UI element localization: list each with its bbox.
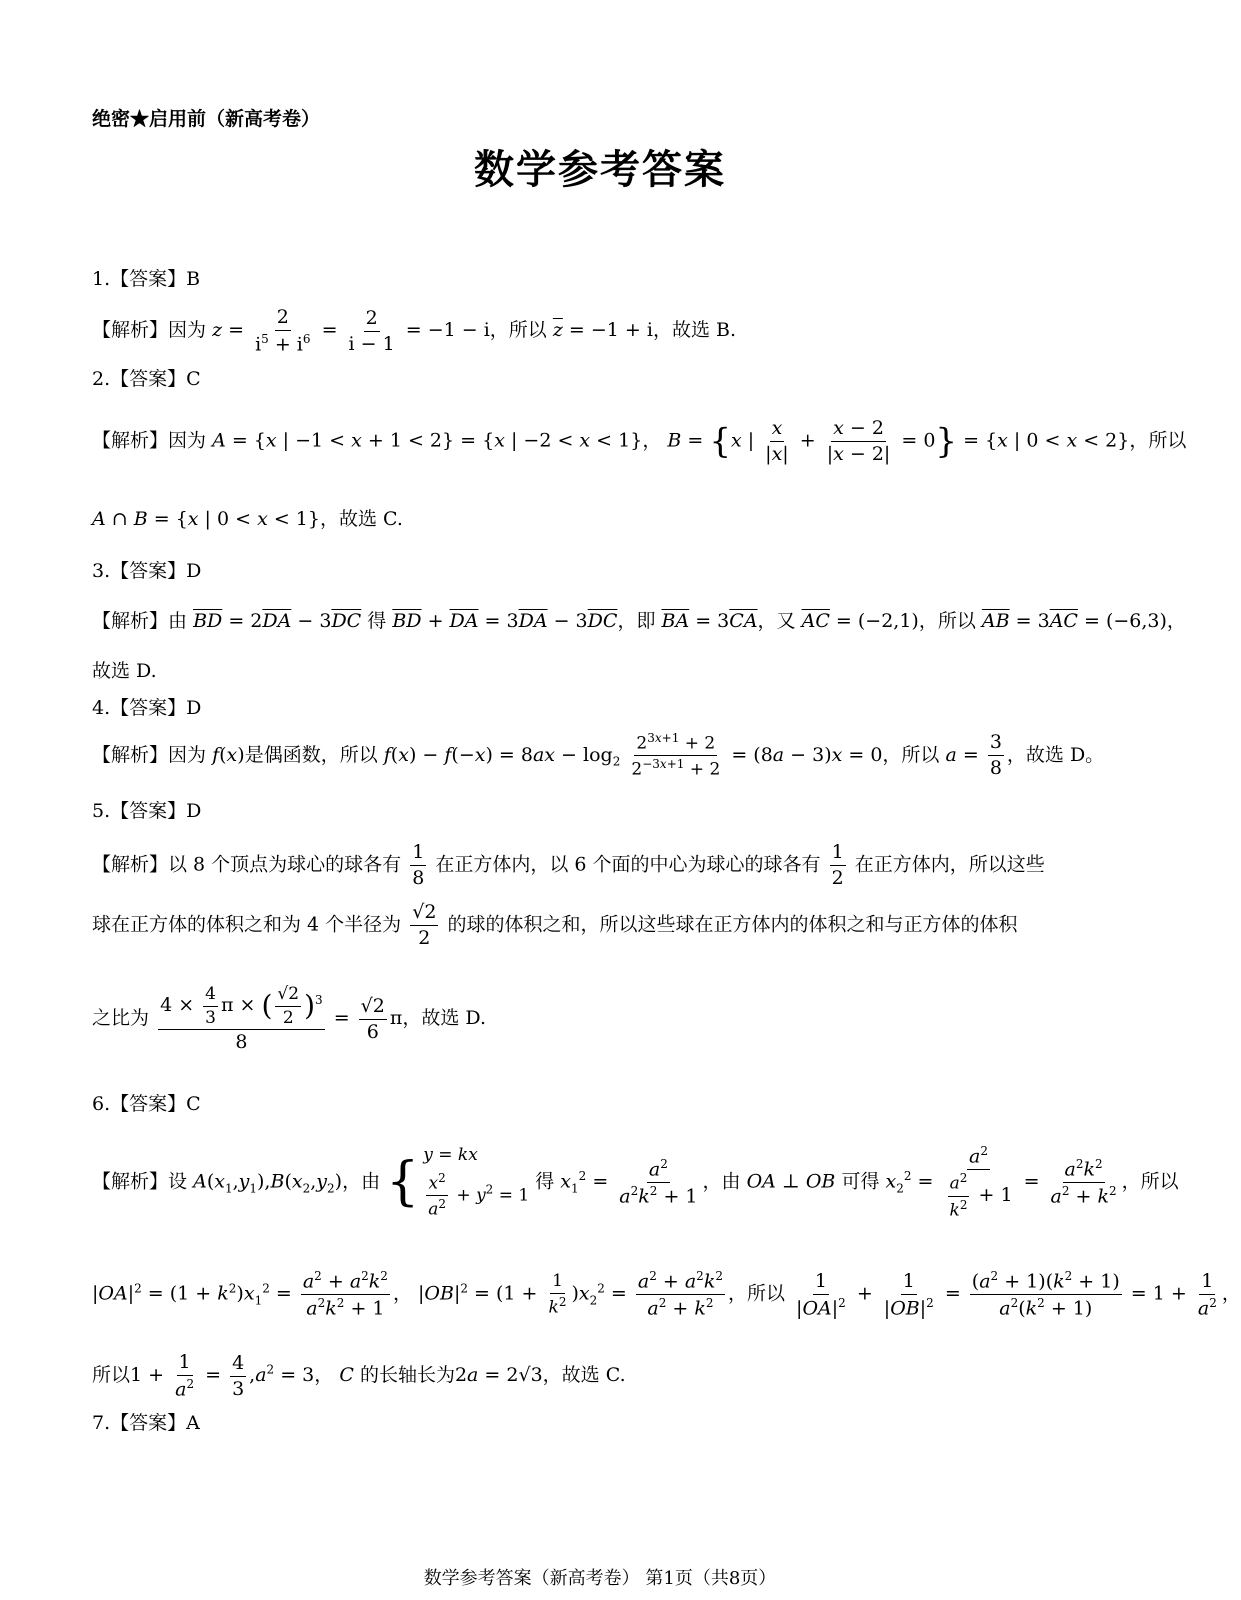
confidential-header: 绝密★启用前（新高考卷）: [92, 108, 321, 130]
q6-solution-line2: $|OA|^2 = (1 + k^2)x_1^2$ = $\frac{a^2 + a^2k^2}{a^2k^2 + 1}$ ， $|OB|^2 = (1$ + $\frac{1}{k^2}$ )$x_2^2$ = $\frac{a^2 + a^2k^2}{a^2 + k^2}$ ，所以 $\frac{1}{|OA|^2}$ + $\frac{1}{|OB|^2}$ = $\frac{(a^2 + 1)(k^2 + 1)}{a^2(k^2 + 1)}$ = 1 + $\frac{1}{a^2}$ ，: [92, 1269, 1241, 1320]
q6-solution-line3: 所以1 + $\frac{1}{a^2}$ = $\frac{4}{3}$ $,a^2 = 3$， C 的长轴长为2a = 2√3，故选 C.: [92, 1351, 626, 1401]
q2-solution-line1: 【解析】因为 A = {x | −1 < x + 1 < 2} = {x | −2 < x < 1}， B = {x | $\frac{x}{|x|}$ + $\frac{x - 2}{|x - 2|}$ = 0} = {x | 0 < x < 2}，所以: [92, 417, 1187, 465]
q1-answer: 1.【答案】B: [92, 268, 201, 290]
q2-answer: 2.【答案】C: [92, 368, 201, 390]
page-title: 数学参考答案: [474, 146, 726, 193]
q4-solution: 【解析】因为 f(x)是偶函数，所以 $f(x) - f(-x) = 8ax - \log_2$ $\frac{2^{3x+1} + 2}{2^{-3x+1} + 2}$ = (8a − 3)x = 0，所以 a = $\frac{3}{8}$ ，故选 D。: [92, 731, 1105, 780]
q6-solution-line1: 【解析】设 $A(x_1,y_1),B(x_2,y_2)$，由 { y = kx $\frac{x^2}{a^2}$ + $y^2 = 1$ 得 $x_1^2$ = $\frac{a^2}{a^2k^2 + 1}$ ，由 OA ⊥ OB 可得 $x_2^2$ = $a^2$ $\frac{a^2}{k^2}$ + 1 = $\frac{a^2k^2}{a^2 + k^2}$ ，所以: [92, 1144, 1179, 1221]
q1-solution: 【解析】因为 z = $\frac{2}{i^5 + i^6}$ = $\frac{2}{i - 1}$ = −1 − i，所以 $\overline{z} = -1 + i$，故选 B.: [92, 306, 737, 356]
q7-answer: 7.【答案】A: [92, 1412, 200, 1434]
q5-answer: 5.【答案】D: [92, 800, 202, 822]
q2-solution-line2: A ∩ B = {x | 0 < x < 1}，故选 C.: [92, 508, 403, 530]
q5-solution-line1: 【解析】以 8 个顶点为球心的球各有 $\frac{1}{8}$ 在正方体内，以 6 个面的中心为球心的球各有 $\frac{1}{2}$ 在正方体内，所以这些: [92, 841, 1045, 889]
q3-solution-line2: 故选 D.: [92, 660, 157, 682]
q4-answer: 4.【答案】D: [92, 697, 202, 719]
q3-answer: 3.【答案】D: [92, 560, 202, 582]
q5-solution-line3: 之比为 4 × $\frac{4}{3}$ π × ( $\frac{√2}{2}$ )$^3$ 8 = $\frac{√2}{6}$ π，故选 D.: [92, 984, 486, 1054]
q6-answer: 6.【答案】C: [92, 1093, 201, 1115]
q5-solution-line2: 球在正方体的体积之和为 4 个半径为 $\frac{√2}{2}$ 的球的体积之和，所以这些球在正方体内的体积之和与正方体的体积: [92, 901, 1018, 949]
q3-solution-line1: 【解析】由 $\overline{BD} = 2\overline{DA} - 3\overline{DC}$ 得 $\overline{BD} + \overline{DA} = 3\overline{DA} - 3\overline{DC}$，即 $\overline{BA} = 3\overline{CA}$，又 $\overline{AC} = (-2,1)$，所以 $\overline{AB} = 3\overline{AC} = (-6,3)$，: [92, 610, 1186, 632]
page-footer: 数学参考答案（新高考卷） 第1页（共8页）: [423, 1568, 777, 1589]
